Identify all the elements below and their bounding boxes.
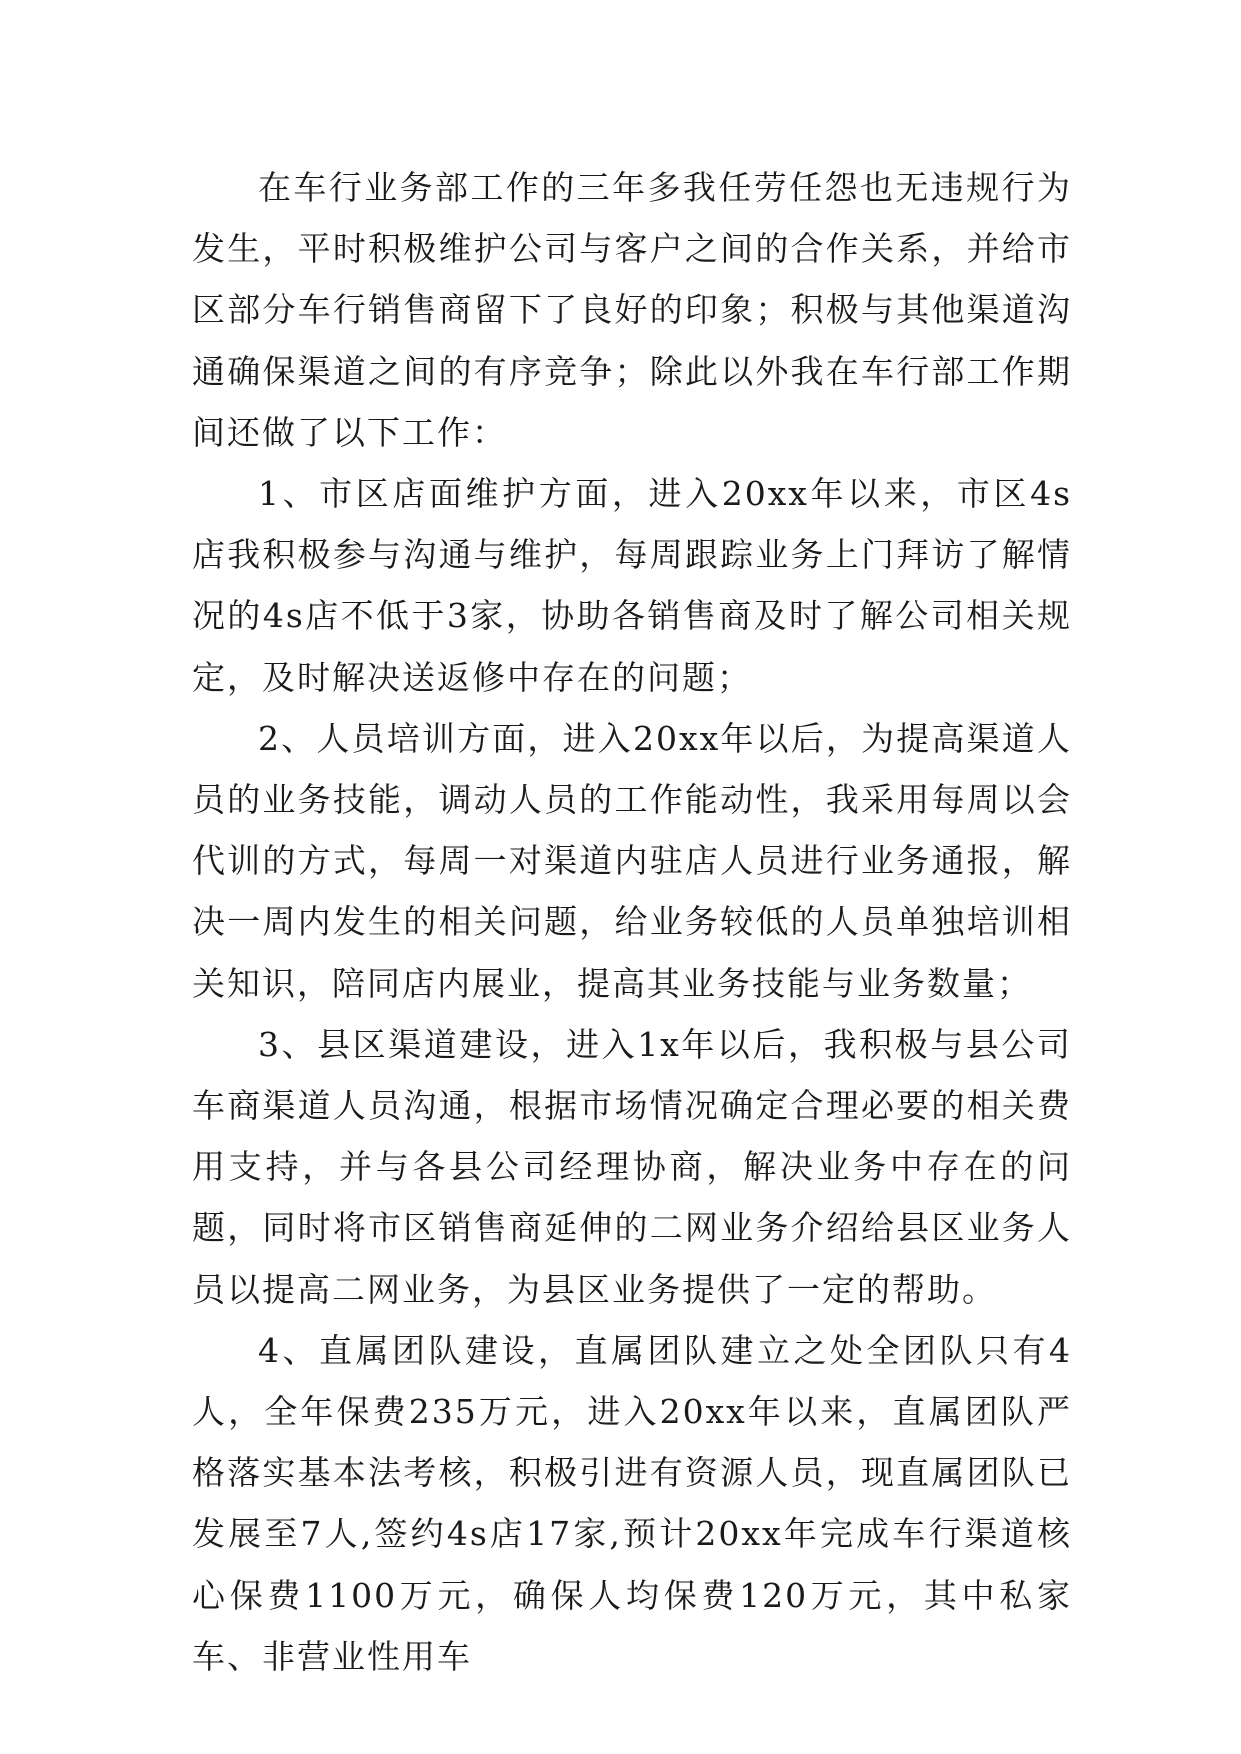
paragraph-item-2: 2、人员培训方面，进入20xx年以后，为提高渠道人员的业务技能，调动人员的工作能动性，我采用每周以会代训的方式，每周一对渠道内驻店人员进行业务通报，解决一周内发生的相关问题，给业务较低的人员单独培训相关知识，陪同店内展业，提高其业务技能与业务数量；	[192, 718, 1072, 1003]
paragraph-item-4: 4、直属团队建设，直属团队建立之处全团队只有4人，全年保费235万元，进入20xx年以来，直属团队严格落实基本法考核，积极引进有资源人员，现直属团队已发展至7人,签约4s店17家,预计20xx年完成车行渠道核心保费1100万元，确保人均保费120万元，其中私家车、非营业性用车	[192, 1330, 1072, 1676]
document-body	[192, 157, 1072, 1687]
paragraph-item-3: 3、县区渠道建设，进入1x年以后，我积极与县公司车商渠道人员沟通，根据市场情况确定合理必要的相关费用支持，并与各县公司经理协商，解决业务中存在的问题，同时将市区销售商延伸的二网业务介绍给县区业务人员以提高二网业务，为县区业务提供了一定的帮助。	[192, 1024, 1072, 1309]
paragraph-item-1: 1、市区店面维护方面，进入20xx年以来，市区4s店我积极参与沟通与维护，每周跟踪业务上门拜访了解情况的4s店不低于3家，协助各销售商及时了解公司相关规定，及时解决送返修中存在的问题；	[192, 474, 1072, 697]
paragraph-intro: 在车行业务部工作的三年多我任劳任怨也无违规行为发生，平时积极维护公司与客户之间的合作关系，并给市区部分车行销售商留下了良好的印象；积极与其他渠道沟通确保渠道之间的有序竞争；除此以外我在车行部工作期间还做了以下工作：	[192, 168, 1072, 452]
